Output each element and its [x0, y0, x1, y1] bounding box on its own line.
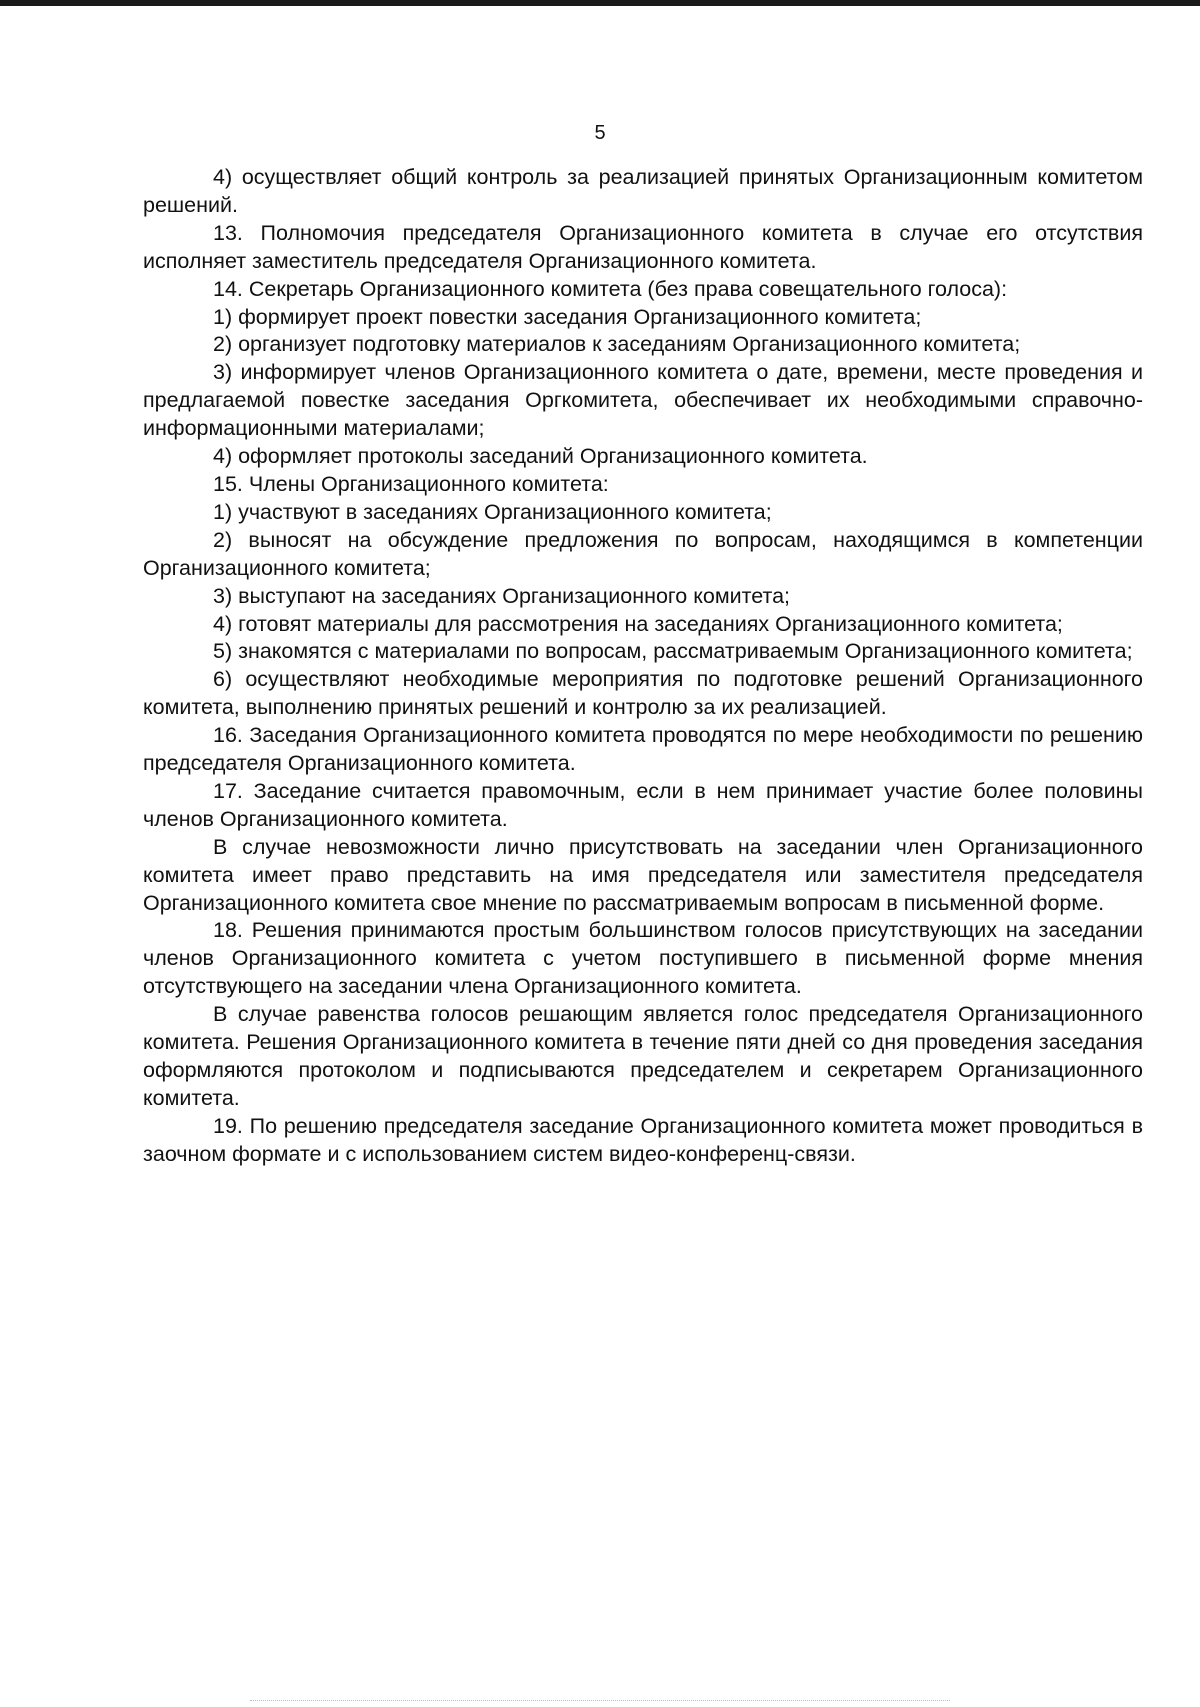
paragraph-15-item-4: 4) готовят материалы для рассмотрения на заседаниях Организационного комитета; [213, 611, 1063, 636]
paragraph-15-item-5: 5) знакомятся с материалами по вопросам, рассматриваемым Организационного комитета; [213, 639, 1133, 664]
paragraph-4-general-control: 4) осуществляет общий контроль за реализацией принятых Организационным комитетом решений. [143, 165, 1143, 217]
scan-bottom-edge [250, 1700, 950, 1702]
paragraph-15-item-2: 2) выносят на обсуждение предложения по вопросам, находящимся в компетенции Организационного комитета; [143, 527, 1143, 580]
paragraph-14-item-3: 3) информирует членов Организационного комитета о дате, времени, месте проведения и предлагаемой повестке заседания Оргкомитета, обеспечивает их необходимыми справочно-информационными материалами; [143, 360, 1143, 441]
page-number: 5 [594, 122, 606, 144]
paragraph-15-members: 15. Члены Организационного комитета: [213, 471, 609, 496]
paragraph-14-item-4: 4) оформляет протоколы заседаний Организационного комитета. [213, 444, 868, 469]
paragraph-17-quorum: 17. Заседание считается правомочным, если в нем принимает участие более половины членов Организационного комитета. [143, 778, 1143, 831]
paragraph-14-secretary: 14. Секретарь Организационного комитета (без права совещательного голоса): [213, 276, 1008, 301]
paragraph-17-absence: В случае невозможности лично присутствовать на заседании член Организационного комитета имеет право представить на имя председателя или заместителя председателя Организационного комитета свое мнение по рассматриваемым вопросам в письменной форме. [143, 834, 1143, 915]
paragraph-18-decisions: 18. Решения принимаются простым большинством голосов присутствующих на заседании членов Организационного комитета с учетом поступившего в письменной форме мнения отсутствующего на заседании члена Организационного комитета. [143, 918, 1143, 999]
paragraph-16-meetings: 16. Заседания Организационного комитета проводятся по мере необходимости по решению председателя Организационного комитета. [143, 723, 1143, 776]
paragraph-13-chairman-powers: 13. Полномочия председателя Организационного комитета в случае его отсутствия исполняет заместитель председателя Организационного комитета. [143, 220, 1143, 273]
paragraph-15-item-6: 6) осуществляют необходимые мероприятия по подготовке решений Организационного комитета, выполнению принятых решений и контролю за их реализацией. [143, 667, 1143, 720]
scan-top-edge [0, 0, 1200, 6]
paragraph-18-tie-vote: В случае равенства голосов решающим является голос председателя Организационного комитета. Решения Организационного комитета в течение пяти дней со дня проведения заседания оформляются протоколом и подписываются председателем и секретарем Организационного комитета. [143, 1002, 1143, 1110]
paragraph-15-item-1: 1) участвуют в заседаниях Организационного комитета; [213, 499, 772, 524]
paragraph-15-item-3: 3) выступают на заседаниях Организационного комитета; [213, 583, 791, 608]
paragraph-14-item-1: 1) формирует проект повестки заседания Организационного комитета; [213, 304, 922, 329]
document-body [143, 164, 1143, 1169]
paragraph-19-remote-format: 19. По решению председателя заседание Организационного комитета может проводиться в заочном формате и с использованием систем видео-конференц-связи. [143, 1113, 1143, 1166]
paragraph-14-item-2: 2) организует подготовку материалов к заседаниям Организационного комитета; [213, 332, 1021, 357]
